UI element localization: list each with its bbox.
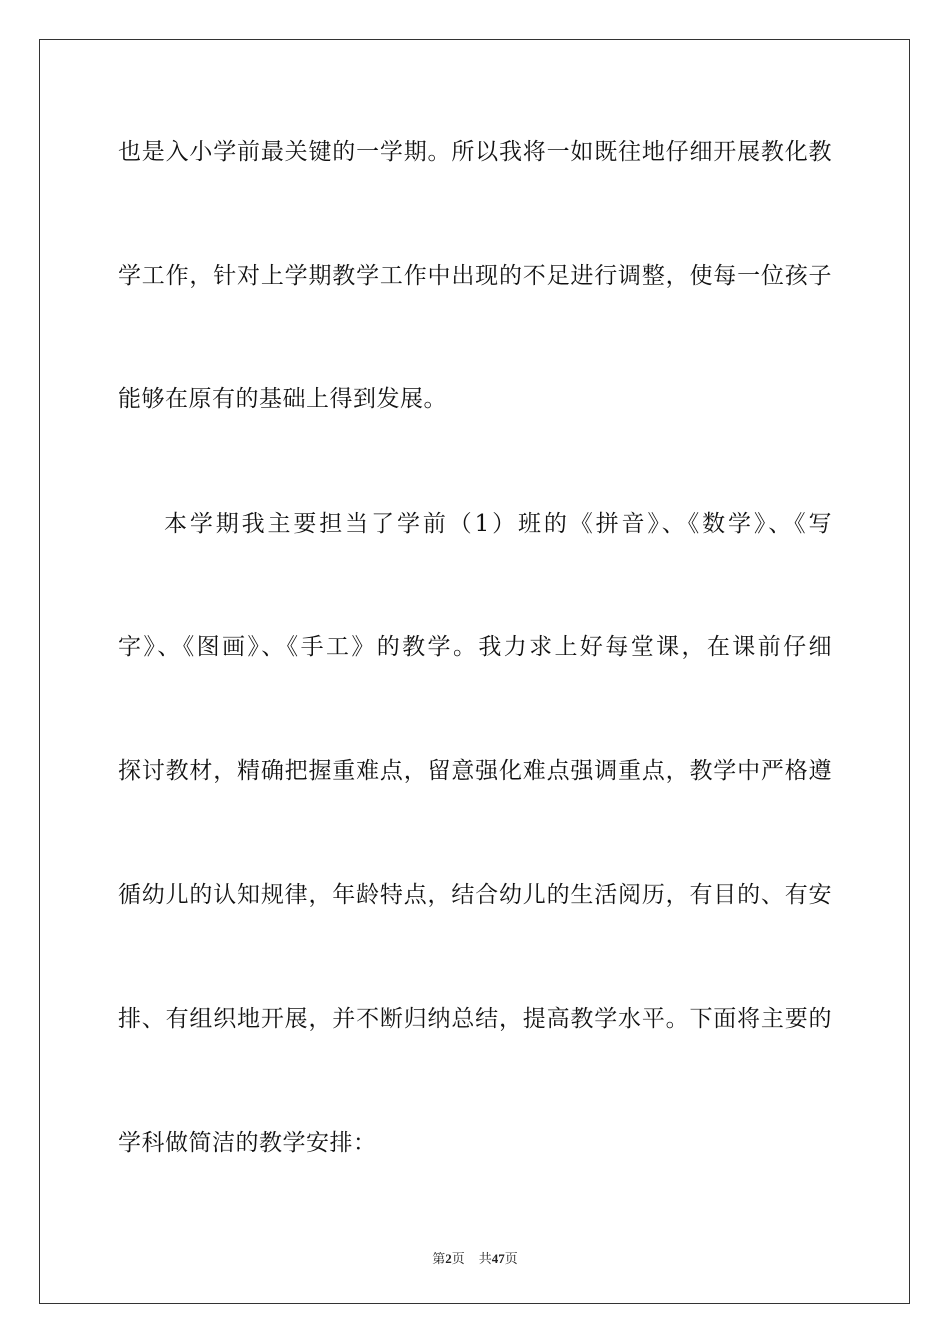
body-line-8: 排、有组织地开展，并不断归纳总结，提高教学水平。下面将主要的 <box>118 1006 832 1032</box>
page-footer <box>0 1248 950 1267</box>
body-line-2: 学工作，针对上学期教学工作中出现的不足进行调整，使每一位孩子 <box>118 263 832 289</box>
footer-page-suffix: 页 <box>451 1252 465 1267</box>
footer-total-prefix: 共 <box>478 1252 492 1267</box>
footer-page-prefix: 第 <box>432 1252 446 1267</box>
body-line-3: 能够在原有的基础上得到发展。 <box>118 386 447 412</box>
body-line-5: 字》、《图画》、《手工》的教学。我力求上好每堂课，在课前仔细 <box>118 634 832 660</box>
body-line-1: 也是入小学前最关键的一学期。所以我将一如既往地仔细开展教化教 <box>118 139 832 165</box>
body-line-7: 循幼儿的认知规律，年龄特点，结合幼儿的生活阅历，有目的、有安 <box>118 882 832 908</box>
footer-total-pages: 47 <box>491 1251 505 1266</box>
footer-page-number: 2 <box>445 1251 452 1266</box>
body-line-9: 学科做简洁的教学安排： <box>118 1130 377 1156</box>
footer-total-suffix: 页 <box>504 1252 518 1267</box>
body-line-6: 探讨教材，精确把握重难点，留意强化难点强调重点，教学中严格遵 <box>118 758 832 784</box>
page-border <box>39 39 910 1304</box>
body-line-4: 本学期我主要担当了学前（1）班的《拼音》、《数学》、《写 <box>164 511 832 537</box>
